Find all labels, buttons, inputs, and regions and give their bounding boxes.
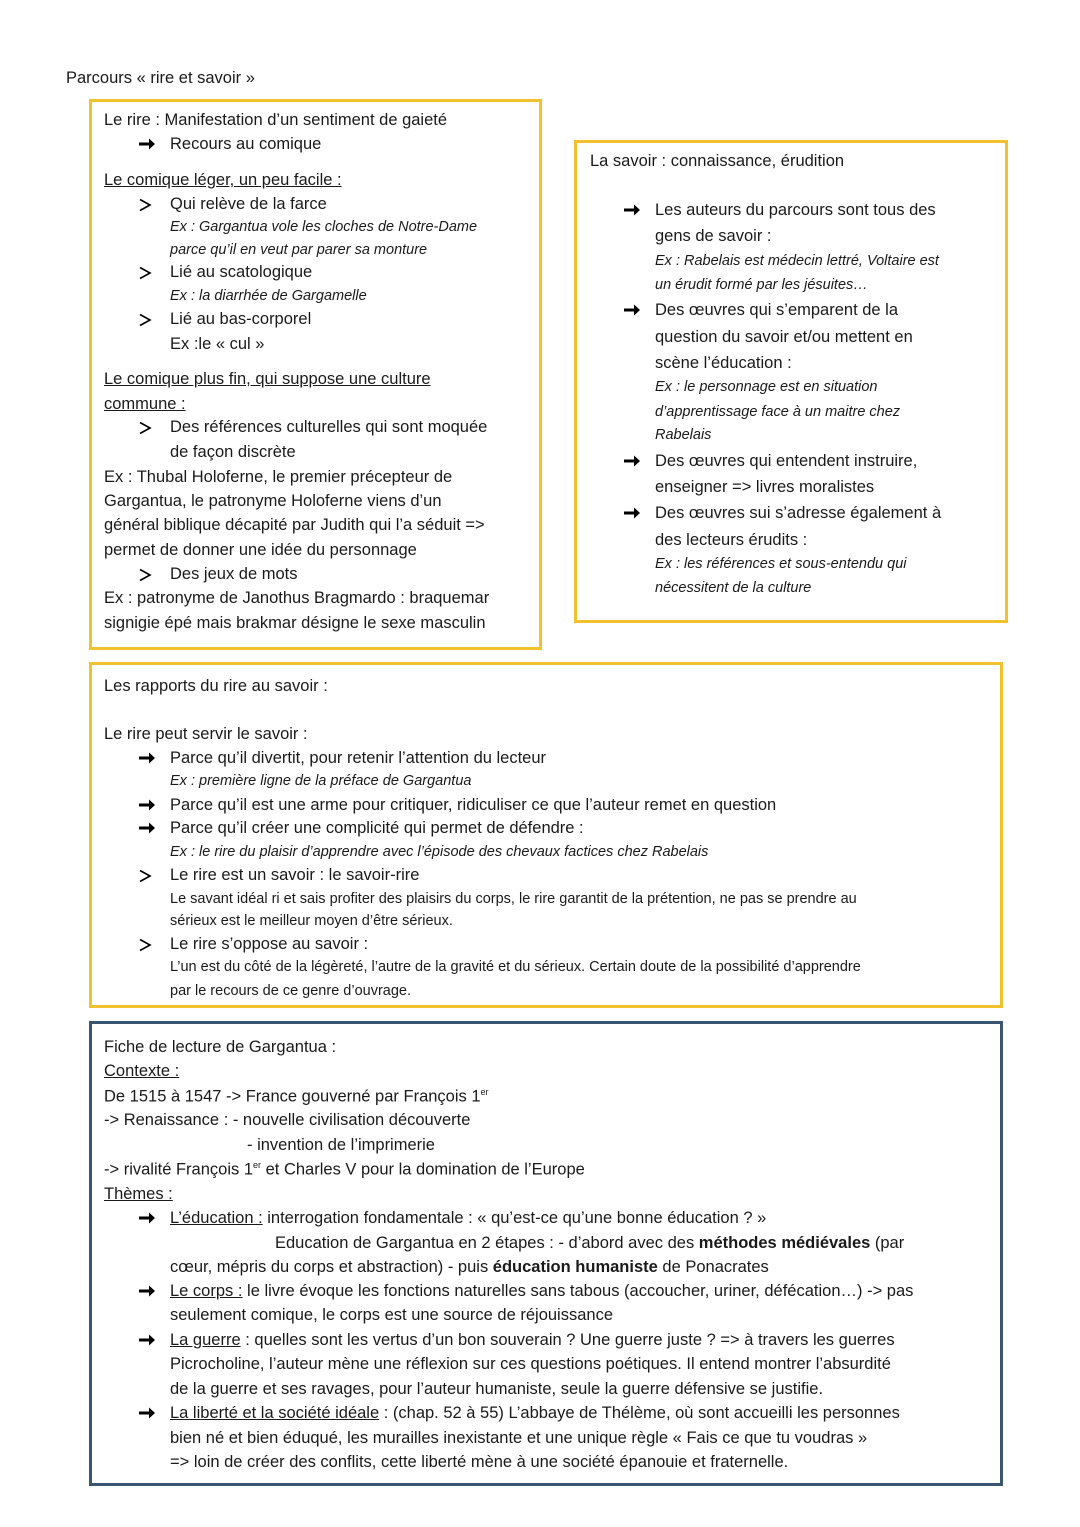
savoir-oeuvres-3: scène l’éducation : <box>655 354 792 372</box>
para-holoferne-2: Gargantua, le patronyme Holoferne viens d’un <box>104 492 442 510</box>
savoir-oeuvres-2: question du savoir et/ou mettent en <box>655 328 913 346</box>
rapports-oppose: Le rire s’oppose au savoir : <box>170 935 369 953</box>
bullet-scatologique: Lié au scatologique <box>170 263 313 281</box>
savoir-instruire-2: enseigner => livres moralistes <box>655 478 875 496</box>
theme-liberte: La liberté et la société idéale : (chap. 52 à 55) L’abbaye de Thélème, où sont accueilli les personnes <box>170 1404 900 1422</box>
para-holoferne-1: Ex : Thubal Holoferne, le premier précepteur de <box>104 468 453 486</box>
savoir-oeuvres-ex-1: Ex : le personnage est en situation <box>655 379 878 395</box>
fiche-contexte-dates: De 1515 à 1547 -> France gouverné par François 1er <box>104 1087 489 1106</box>
example-farce-1: Ex : Gargantua vole les cloches de Notre-Dame <box>170 219 478 235</box>
bullet-farce: Qui relève de la farce <box>170 195 327 213</box>
triangle-bullet-icon <box>138 198 152 212</box>
arrow-icon <box>138 798 156 812</box>
triangle-bullet-icon <box>138 568 152 582</box>
rapports-subtitle: Le rire peut servir le savoir : <box>104 725 308 743</box>
theme-liberte-line3: => loin de créer des conflits, cette liberté mène à une société épanouie et fraternelle. <box>170 1453 789 1471</box>
heading-comique-fin-1: Le comique plus fin, qui suppose une culture <box>104 370 431 388</box>
fiche-themes-heading: Thèmes : <box>104 1185 173 1203</box>
rapports-title: Les rapports du rire au savoir : <box>104 677 328 695</box>
page-title: Parcours « rire et savoir » <box>66 69 255 87</box>
bullet-jeux-de-mots: Des jeux de mots <box>170 565 298 583</box>
para-holoferne-4: permet de donner une idée du personnage <box>104 541 417 559</box>
savoir-oeuvres-ex-3: Rabelais <box>655 427 712 443</box>
savoir-oeuvres-ex-2: d’apprentissage face à un maitre chez <box>655 404 901 420</box>
savoir-erudits-ex-2: nécessitent de la culture <box>655 580 812 596</box>
savoir-auteurs-ex-1: Ex : Rabelais est médecin lettré, Voltaire est <box>655 253 939 269</box>
theme-guerre-line2: Picrocholine, l’auteur mène une réflexion sur ces questions poétiques. Il entend montrer l’absurdité <box>170 1355 891 1373</box>
theme-corps-line2: seulement comique, le corps est une source de réjouissance <box>170 1306 613 1324</box>
rire-definition: Le rire : Manifestation d’un sentiment de gaieté <box>104 111 448 129</box>
para-holoferne-3: général biblique décapité par Judith qui l’a séduit => <box>104 516 485 534</box>
savoir-auteurs-2: gens de savoir : <box>655 227 772 245</box>
theme-corps: Le corps : le livre évoque les fonctions naturelles sans tabous (accoucher, uriner, défécation…) -> pas <box>170 1282 914 1300</box>
rapports-complicite-ex: Ex : le rire du plaisir d’apprendre avec l’épisode des chevaux factices chez Rabelais <box>170 844 709 860</box>
theme-education: L’éducation : interrogation fondamentale : « qu’est-ce qu’une bonne éducation ? » <box>170 1209 767 1227</box>
savoir-title: La savoir : connaissance, érudition <box>590 152 845 170</box>
arrow-icon <box>623 454 641 468</box>
bullet-references-2: de façon discrète <box>170 443 296 461</box>
heading-comique-fin-2: commune : <box>104 395 186 413</box>
arrow-icon <box>138 1333 156 1347</box>
arrow-icon <box>623 506 641 520</box>
rapports-divertit-ex: Ex : première ligne de la préface de Gargantua <box>170 773 472 789</box>
theme-education-line2: Education de Gargantua en 2 étapes : - d’abord avec des méthodes médiévales (par <box>275 1234 905 1252</box>
rapports-arme: Parce qu’il est une arme pour critiquer, ridiculiser ce que l’auteur remet en question <box>170 796 777 814</box>
rapports-savoir-rire-desc-1: Le savant idéal ri et sais profiter des plaisirs du corps, le rire garantit de la prétention, ne pas se prendre au <box>170 891 857 907</box>
bullet-references-1: Des références culturelles qui sont moquée <box>170 418 488 436</box>
savoir-erudits-1: Des œuvres sui s’adresse également à <box>655 504 942 522</box>
bullet-bas-corporel: Lié au bas-corporel <box>170 310 312 328</box>
arrow-icon <box>138 751 156 765</box>
heading-comique-leger: Le comique léger, un peu facile : <box>104 171 342 189</box>
rire-recours: Recours au comique <box>170 135 322 153</box>
triangle-bullet-icon <box>138 938 152 952</box>
example-farce-2: parce qu’il en veut par parer sa monture <box>170 242 428 258</box>
arrow-icon <box>138 1284 156 1298</box>
fiche-title: Fiche de lecture de Gargantua : <box>104 1038 337 1056</box>
fiche-contexte-heading: Contexte : <box>104 1062 180 1080</box>
rapports-savoir-rire: Le rire est un savoir : le savoir-rire <box>170 866 420 884</box>
rapports-divertit: Parce qu’il divertit, pour retenir l’attention du lecteur <box>170 749 547 767</box>
theme-liberte-line2: bien né et bien éduqué, les murailles inexistante et une unique règle « Fais ce que tu voudras » <box>170 1429 868 1447</box>
theme-education-line3: cœur, mépris du corps et abstraction) - puis éducation humaniste de Ponacrates <box>170 1258 769 1276</box>
savoir-erudits-ex-1: Ex : les références et sous-entendu qui <box>655 556 907 572</box>
fiche-contexte-renaissance: -> Renaissance : - nouvelle civilisation découverte <box>104 1111 471 1129</box>
arrow-icon <box>138 1211 156 1225</box>
rapports-oppose-desc-2: par le recours de ce genre d’ouvrage. <box>170 983 412 999</box>
rapports-oppose-desc-1: L’un est du côté de la légèreté, l’autre de la gravité et du sérieux. Certain doute de la possibilité d’apprendre <box>170 959 861 975</box>
arrow-icon <box>623 203 641 217</box>
fiche-contexte-imprimerie: - invention de l’imprimerie <box>247 1136 435 1154</box>
fiche-contexte-rivalite: -> rivalité François 1er et Charles V pour la domination de l’Europe <box>104 1160 585 1179</box>
rapports-savoir-rire-desc-2: sérieux est le meilleur moyen d’être sérieux. <box>170 913 453 929</box>
example-bas-corporel: Ex :le « cul » <box>170 335 265 353</box>
savoir-auteurs-ex-2: un érudit formé par les jésuites… <box>655 277 868 293</box>
arrow-icon <box>138 137 156 151</box>
triangle-bullet-icon <box>138 313 152 327</box>
savoir-oeuvres-1: Des œuvres qui s’emparent de la <box>655 301 899 319</box>
triangle-bullet-icon <box>138 421 152 435</box>
theme-guerre: La guerre : quelles sont les vertus d’un bon souverain ? Une guerre juste ? => à travers les guerres <box>170 1331 895 1349</box>
rapports-complicite: Parce qu’il créer une complicité qui permet de défendre : <box>170 819 584 837</box>
savoir-erudits-2: des lecteurs érudits : <box>655 531 808 549</box>
arrow-icon <box>138 821 156 835</box>
example-scatologique: Ex : la diarrhée de Gargamelle <box>170 288 367 304</box>
arrow-icon <box>138 1406 156 1420</box>
para-bragmardo-2: signigie épé mais brakmar désigne le sexe masculin <box>104 614 486 632</box>
savoir-instruire-1: Des œuvres qui entendent instruire, <box>655 452 918 470</box>
arrow-icon <box>623 303 641 317</box>
savoir-auteurs-1: Les auteurs du parcours sont tous des <box>655 201 936 219</box>
para-bragmardo-1: Ex : patronyme de Janothus Bragmardo : braquemar <box>104 589 490 607</box>
triangle-bullet-icon <box>138 266 152 280</box>
theme-guerre-line3: de la guerre et ses ravages, pour l’auteur humaniste, seule la guerre défensive se justifie. <box>170 1380 824 1398</box>
triangle-bullet-icon <box>138 869 152 883</box>
